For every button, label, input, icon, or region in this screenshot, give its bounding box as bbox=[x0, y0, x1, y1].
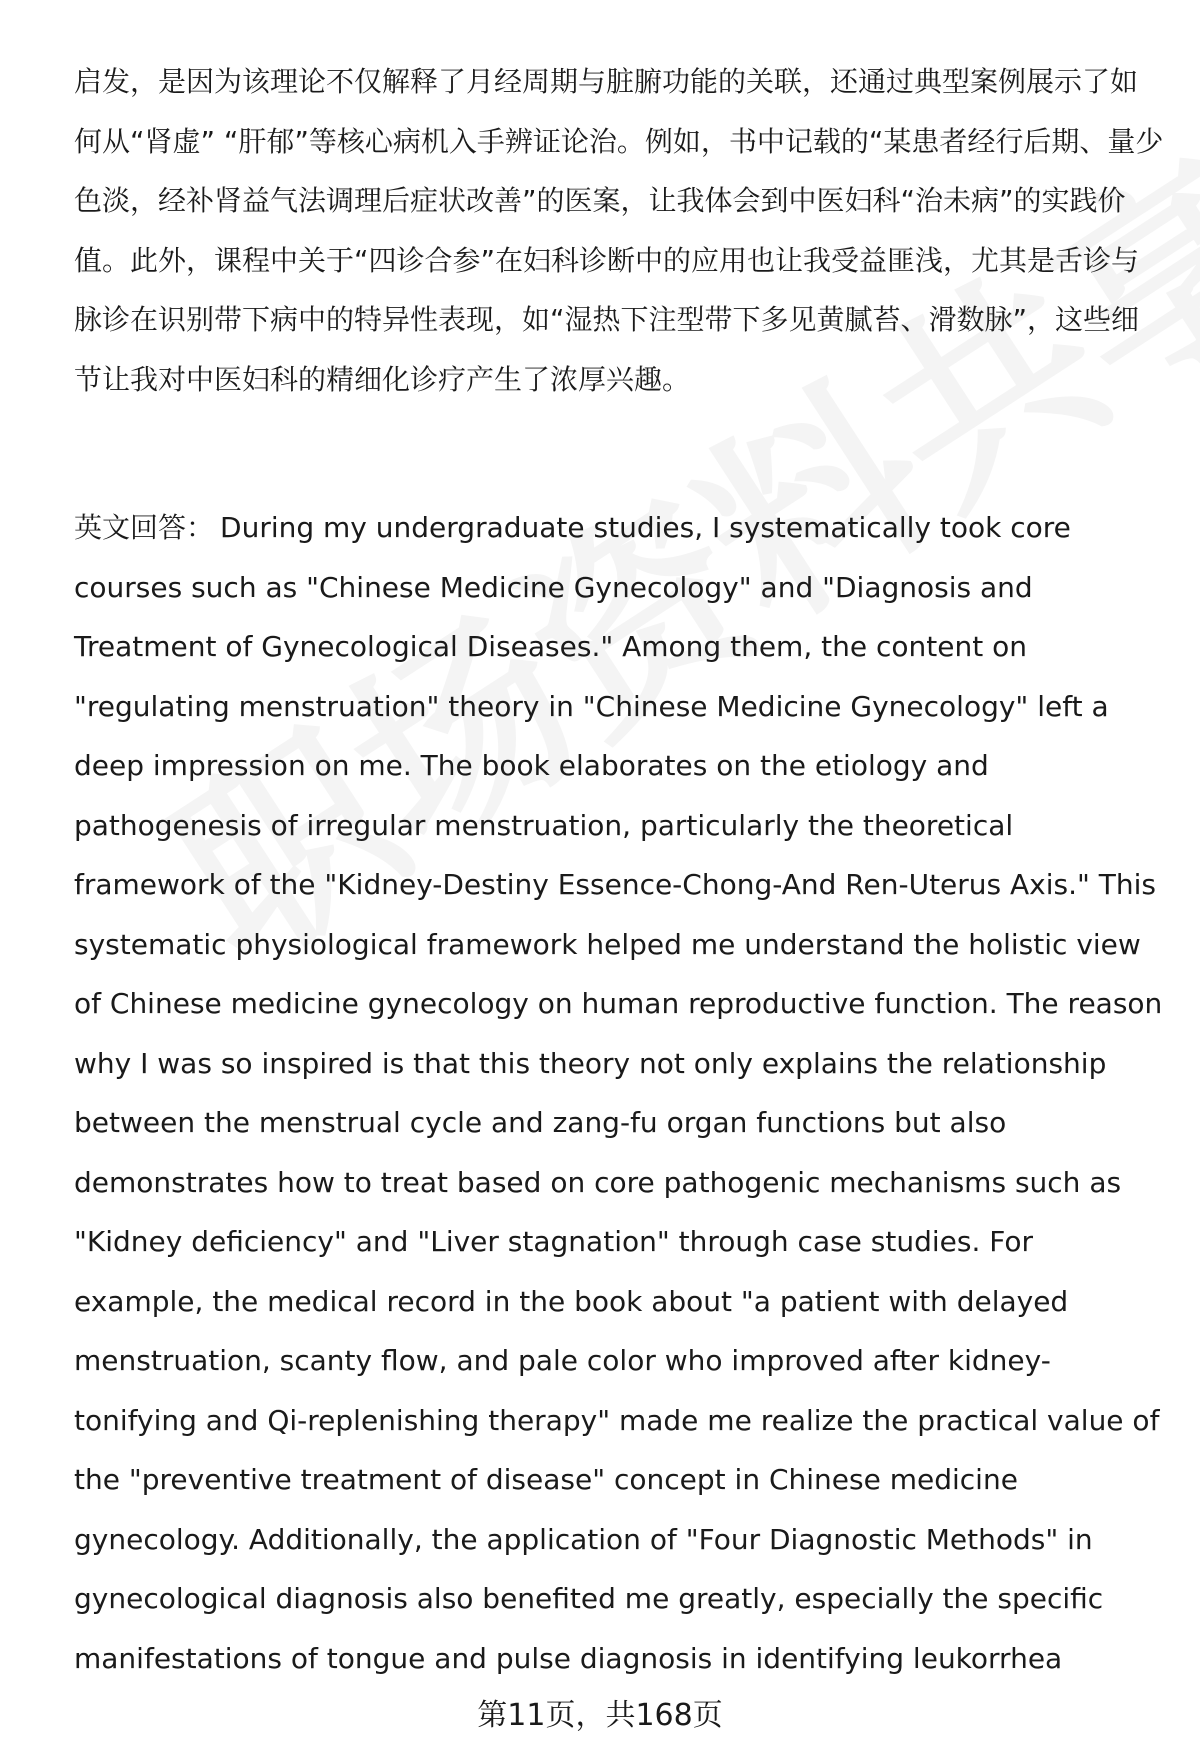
page-number-footer: 第11页，共168页 bbox=[477, 1698, 723, 1733]
english-answer-paragraph bbox=[74, 498, 1164, 1688]
english-answer-text: During my undergraduate studies, I systematically took core courses such as "Chinese Medicine Gynecology" and "Diagnosis and Treatment of Gynecological Diseases." Among them, the content on "regulating menstruation" theory in "Chinese Medicine Gynecology" left a deep impression on me. The book elaborates on the etiology and pathogenesis of irregular menstruation, particularly the theoretical framework of the "Kidney-Destiny Essence-Chong-And Ren-Uterus Axis." This systematic physiological framework helped me understand the holistic view of Chinese medicine gynecology on human reproductive function. The reason why I was so inspired is that this theory not only explains the relationship between the menstrual cycle and zang-fu organ functions but also demonstrates how to treat based on core pathogenic mechanisms such as "Kidney deficiency" and "Liver stagnation" through case studies. For example, the medical record in the book about "a patient with delayed menstruation, scanty flow, and pale color who improved after kidney-tonifying and Qi-replenishing therapy" made me realize the practical value of the "preventive treatment of disease" concept in Chinese medicine gynecology. Additionally, the application of "Four Diagnostic Methods" in gynecological diagnosis also benefited me greatly, especially the specific manifestations of tongue and pulse diagnosis in identifying leukorrhea bbox=[74, 511, 1163, 1675]
english-answer-label: 英文回答： bbox=[74, 511, 215, 544]
chinese-paragraph: 启发，是因为该理论不仅解释了月经周期与脏腑功能的关联，还通过典型案例展示了如何从“肾虚” “肝郁”等核心病机入手辨证论治。例如，书中记载的“某患者经行后期、量少色淡，经补肾益气法调理后症状改善”的医案，让我体会到中医妇科“治未病”的实践价值。此外，课程中关于“四诊合参”在妇科诊断中的应用也让我受益匪浅，尤其是舌诊与脉诊在识别带下病中的特异性表现，如“湿热下注型带下多见黄腻苔、滑数脉”，这些细节让我对中医妇科的精细化诊疗产生了浓厚兴趣。 bbox=[74, 65, 1164, 396]
